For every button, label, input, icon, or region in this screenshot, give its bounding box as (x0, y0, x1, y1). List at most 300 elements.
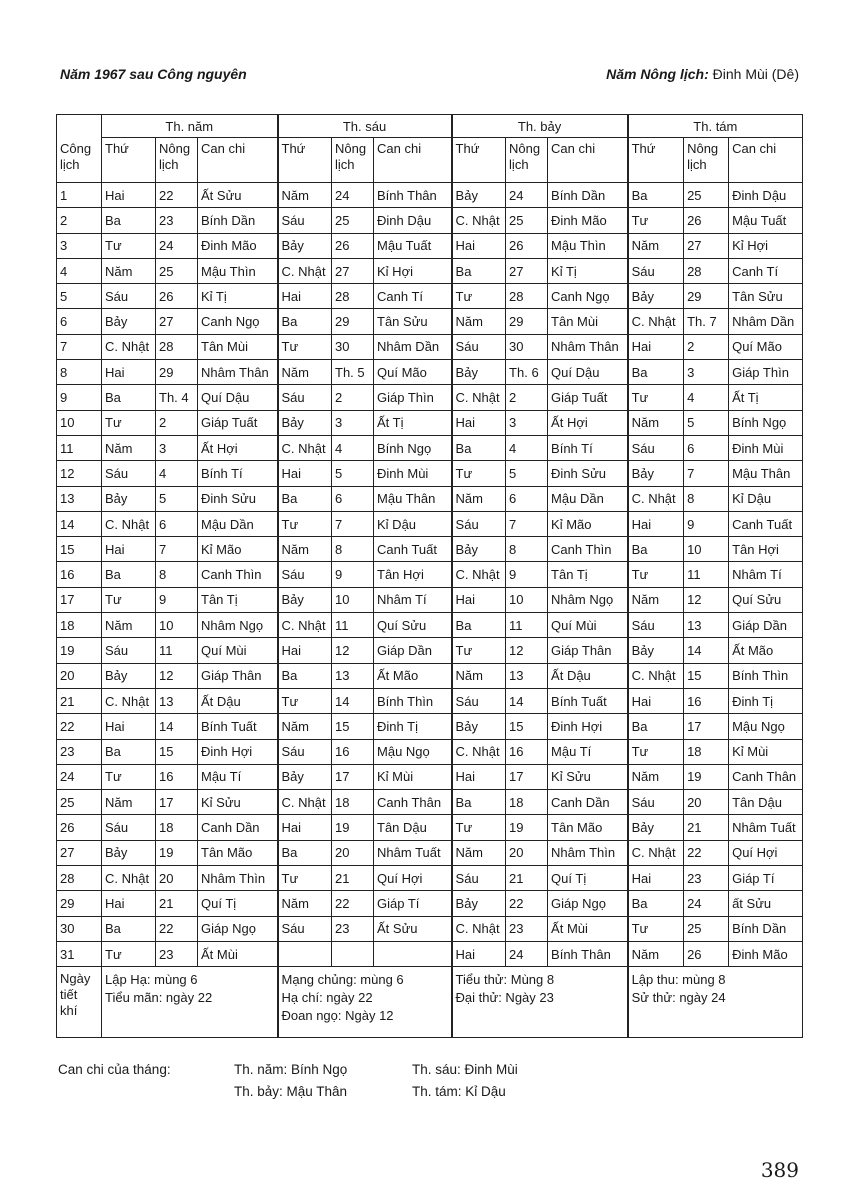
lunar-day-cell: 22 (156, 916, 198, 941)
canchi-cell: Canh Thìn (198, 562, 278, 587)
lunar-day-cell: 21 (156, 891, 198, 916)
weekday-cell: Hai (102, 714, 156, 739)
solar-terms-cell (278, 967, 452, 1038)
lunar-day-cell: 4 (332, 435, 374, 460)
weekday-cell: Hai (102, 183, 156, 208)
weekday-cell: Bảy (102, 486, 156, 511)
canchi-cell: Bính Dần (198, 208, 278, 233)
solar-day-cell: 11 (57, 435, 102, 460)
canchi-cell: Tân Tị (198, 587, 278, 612)
weekday-cell: Ba (628, 360, 684, 385)
canchi-cell: Quí Sửu (729, 587, 803, 612)
canchi-cell: Kỉ Mùi (374, 764, 452, 789)
lunar-day-cell: 21 (684, 815, 729, 840)
lunar-day-cell: 3 (156, 435, 198, 460)
canchi-cell: Tân Mùi (548, 309, 628, 334)
month-canchi-7: Th. bảy: Mậu Thân (234, 1084, 348, 1099)
weekday-cell: Sáu (452, 334, 506, 359)
weekday-cell: Bảy (102, 840, 156, 865)
lunar-day-cell: 26 (684, 208, 729, 233)
weekday-cell: Tư (102, 587, 156, 612)
weekday-cell: C. Nhật (452, 208, 506, 233)
lunar-day-cell: 10 (332, 587, 374, 612)
lunar-day-cell: 8 (332, 537, 374, 562)
weekday-cell: Hai (452, 764, 506, 789)
table-row (57, 435, 803, 460)
weekday-cell: Bảy (452, 714, 506, 739)
weekday-cell: C. Nhật (278, 790, 332, 815)
weekday-cell: Sáu (628, 613, 684, 638)
canchi-cell: Đinh Hợi (198, 739, 278, 764)
lunar-day-cell: 29 (156, 360, 198, 385)
canchi-header: Can chi (548, 138, 628, 183)
canchi-cell: Canh Tí (374, 284, 452, 309)
canchi-cell: Bính Thìn (729, 663, 803, 688)
canchi-cell: Quí Tị (548, 866, 628, 891)
canchi-cell: Bính Dần (729, 916, 803, 941)
canchi-cell: Tân Mão (198, 840, 278, 865)
weekday-header: Thứ (628, 138, 684, 183)
solar-day-cell: 27 (57, 840, 102, 865)
lunar-day-header: Nông lịch (684, 138, 729, 183)
weekday-cell: Hai (278, 461, 332, 486)
lunar-day-cell: 20 (332, 840, 374, 865)
weekday-cell: Bảy (628, 638, 684, 663)
lunar-day-cell: 19 (332, 815, 374, 840)
lunar-day-cell: Th. 5 (332, 360, 374, 385)
solar-day-cell: 15 (57, 537, 102, 562)
lunar-day-cell: 28 (156, 334, 198, 359)
weekday-cell: Sáu (628, 790, 684, 815)
canchi-cell: Nhâm Thìn (198, 866, 278, 891)
canchi-cell: Đinh Mão (548, 208, 628, 233)
solar-day-cell: 28 (57, 866, 102, 891)
canchi-cell: Nhâm Ngọ (548, 587, 628, 612)
weekday-cell: Ba (278, 309, 332, 334)
lunar-day-cell: 26 (506, 233, 548, 258)
lunar-day-cell: 9 (506, 562, 548, 587)
canchi-cell: Canh Tí (729, 258, 803, 283)
lunar-day-cell: Th. 7 (684, 309, 729, 334)
lunar-day-cell: 25 (506, 208, 548, 233)
weekday-cell: Ba (452, 613, 506, 638)
weekday-cell: Bảy (452, 537, 506, 562)
canchi-cell: Đinh Mùi (374, 461, 452, 486)
weekday-cell: C. Nhật (628, 663, 684, 688)
weekday-cell: Năm (628, 764, 684, 789)
table-row (57, 587, 803, 612)
lunar-day-cell: 21 (332, 866, 374, 891)
weekday-cell: Hai (452, 410, 506, 435)
weekday-cell: Tư (278, 334, 332, 359)
weekday-cell: Sáu (102, 815, 156, 840)
lunar-day-cell: 22 (156, 183, 198, 208)
canchi-cell: Quí Sửu (374, 613, 452, 638)
canchi-cell: Ất Sửu (374, 916, 452, 941)
lunar-day-cell: 24 (156, 233, 198, 258)
lunar-day-header: Nông lịch (332, 138, 374, 183)
weekday-cell: Hai (628, 866, 684, 891)
month-header-6: Th. sáu (278, 115, 452, 138)
weekday-cell: Hai (278, 638, 332, 663)
weekday-cell: Năm (628, 233, 684, 258)
lunar-day-cell: 24 (684, 891, 729, 916)
lunar-day-cell: 8 (506, 537, 548, 562)
weekday-cell: Sáu (278, 562, 332, 587)
lunar-day-cell: 12 (332, 638, 374, 663)
weekday-cell: Bảy (452, 891, 506, 916)
solar-term-entry: Mạng chủng: mùng 6 (281, 972, 404, 988)
weekday-cell: C. Nhật (628, 486, 684, 511)
solar-day-cell: 19 (57, 638, 102, 663)
lunar-day-cell: 8 (684, 486, 729, 511)
lunar-day-cell: 11 (684, 562, 729, 587)
lunar-day-cell: 3 (332, 410, 374, 435)
solar-day-cell: 9 (57, 385, 102, 410)
canchi-cell: Kỉ Dậu (729, 486, 803, 511)
lunar-day-cell: 24 (506, 941, 548, 966)
lunar-day-cell: 24 (332, 183, 374, 208)
canchi-cell: Kỉ Hợi (374, 258, 452, 283)
lunar-day-cell: 29 (684, 284, 729, 309)
weekday-cell: Sáu (278, 916, 332, 941)
lunar-day-cell: 5 (684, 410, 729, 435)
weekday-cell: Năm (628, 587, 684, 612)
weekday-cell: Năm (452, 663, 506, 688)
solar-day-cell: 17 (57, 587, 102, 612)
canchi-cell: Bính Thân (548, 941, 628, 966)
table-row (57, 385, 803, 410)
weekday-cell: C. Nhật (102, 688, 156, 713)
weekday-cell: Bảy (628, 815, 684, 840)
lunar-day-cell: 7 (156, 537, 198, 562)
lunar-day-cell: 11 (156, 638, 198, 663)
lunar-day-cell: 22 (684, 840, 729, 865)
lunar-day-cell: 26 (684, 941, 729, 966)
canchi-cell: Tân Hợi (729, 537, 803, 562)
calendar-table (56, 114, 803, 1038)
weekday-cell: Hai (102, 891, 156, 916)
canchi-cell: Đinh Sửu (198, 486, 278, 511)
lunar-day-cell: 15 (332, 714, 374, 739)
lunar-day-cell: 20 (684, 790, 729, 815)
canchi-cell: Kỉ Sửu (548, 764, 628, 789)
canchi-cell: Kỉ Tị (548, 258, 628, 283)
weekday-header: Thứ (102, 138, 156, 183)
weekday-cell: Tư (628, 385, 684, 410)
canchi-cell: Canh Tuất (374, 537, 452, 562)
weekday-cell: Sáu (628, 435, 684, 460)
lunar-day-cell: 30 (332, 334, 374, 359)
lunar-day-cell: 4 (684, 385, 729, 410)
canchi-cell: Quí Hợi (374, 866, 452, 891)
weekday-cell: Hai (452, 587, 506, 612)
weekday-cell: Tư (102, 410, 156, 435)
canchi-cell: Giáp Ngọ (198, 916, 278, 941)
canchi-cell: Quí Mão (729, 334, 803, 359)
weekday-cell: Ba (278, 663, 332, 688)
canchi-cell: Giáp Tuất (548, 385, 628, 410)
canchi-cell: Nhâm Tuất (729, 815, 803, 840)
canchi-cell: Bính Thân (374, 183, 452, 208)
weekday-cell: C. Nhật (278, 258, 332, 283)
canchi-cell: Đinh Dậu (729, 183, 803, 208)
lunar-day-cell: 4 (156, 461, 198, 486)
table-row (57, 461, 803, 486)
lunar-day-cell: 5 (506, 461, 548, 486)
canchi-cell: Đinh Dậu (374, 208, 452, 233)
canchi-cell: Giáp Tí (729, 866, 803, 891)
canchi-cell: Tân Mùi (198, 334, 278, 359)
month-canchi-8: Th. tám: Kỉ Dậu (412, 1084, 506, 1099)
solar-term-entry: Lập thu: mùng 8 (631, 972, 726, 988)
canchi-cell: Mậu Ngọ (374, 739, 452, 764)
weekday-cell: Hai (628, 334, 684, 359)
lunar-year-label: Năm Nông lịch: (606, 66, 709, 82)
weekday-cell: Năm (278, 360, 332, 385)
lunar-day-cell: 16 (332, 739, 374, 764)
table-row (57, 688, 803, 713)
solar-day-cell: 23 (57, 739, 102, 764)
lunar-day-cell: 24 (506, 183, 548, 208)
weekday-cell: Sáu (102, 461, 156, 486)
lunar-day-cell: 22 (506, 891, 548, 916)
lunar-day-cell: 17 (684, 714, 729, 739)
weekday-cell: Năm (452, 840, 506, 865)
table-row (57, 739, 803, 764)
lunar-day-cell: 27 (684, 233, 729, 258)
lunar-day-cell: 8 (156, 562, 198, 587)
lunar-day-cell: 19 (684, 764, 729, 789)
lunar-day-cell: 16 (684, 688, 729, 713)
lunar-day-cell: 11 (332, 613, 374, 638)
solar-day-cell: 4 (57, 258, 102, 283)
canchi-cell: Tân Tị (548, 562, 628, 587)
lunar-day-cell: 13 (156, 688, 198, 713)
lunar-day-cell: 25 (332, 208, 374, 233)
lunar-day-cell: 14 (506, 688, 548, 713)
solar-terms-cell (628, 967, 803, 1038)
canchi-cell: Bính Ngọ (729, 410, 803, 435)
weekday-cell: Năm (102, 790, 156, 815)
lunar-day-cell: 2 (332, 385, 374, 410)
canchi-cell: Bính Thìn (374, 688, 452, 713)
canchi-cell: Canh Thìn (548, 537, 628, 562)
canchi-cell: Ất Mùi (198, 941, 278, 966)
lunar-day-cell: 9 (332, 562, 374, 587)
weekday-cell: Năm (452, 486, 506, 511)
canchi-cell: Ất Dậu (198, 688, 278, 713)
table-row (57, 714, 803, 739)
canchi-cell: Quí Tị (198, 891, 278, 916)
lunar-day-cell: 4 (506, 435, 548, 460)
canchi-cell: Bính Ngọ (374, 435, 452, 460)
canchi-cell: Tân Mão (548, 815, 628, 840)
canchi-cell: Nhâm Dần (374, 334, 452, 359)
canchi-cell: Ất Mùi (548, 916, 628, 941)
weekday-cell: Năm (278, 537, 332, 562)
canchi-cell: Tân Dậu (374, 815, 452, 840)
canchi-cell: Đinh Mão (198, 233, 278, 258)
weekday-cell: Ba (452, 258, 506, 283)
canchi-cell: Giáp Thìn (729, 360, 803, 385)
weekday-cell (278, 941, 332, 966)
weekday-cell: Bảy (628, 461, 684, 486)
lunar-day-cell: 15 (156, 739, 198, 764)
canchi-cell: Mậu Tuất (729, 208, 803, 233)
canchi-cell: Mậu Thân (374, 486, 452, 511)
weekday-cell: Ba (102, 916, 156, 941)
weekday-cell: Tư (452, 461, 506, 486)
canchi-cell: Giáp Thân (198, 663, 278, 688)
weekday-cell: Tư (102, 233, 156, 258)
canchi-cell: Nhâm Tí (374, 587, 452, 612)
weekday-cell: Sáu (452, 688, 506, 713)
canchi-cell: Canh Tuất (729, 511, 803, 536)
month-canchi-5: Th. năm: Bính Ngọ (234, 1062, 348, 1077)
solar-day-cell: 21 (57, 688, 102, 713)
canchi-cell: Nhâm Ngọ (198, 613, 278, 638)
lunar-day-cell: Th. 6 (506, 360, 548, 385)
lunar-day-cell: 25 (156, 258, 198, 283)
solar-day-cell: 20 (57, 663, 102, 688)
table-row (57, 309, 803, 334)
canchi-cell: Mậu Dần (548, 486, 628, 511)
canchi-cell: ất Sửu (729, 891, 803, 916)
lunar-day-header: Nông lịch (156, 138, 198, 183)
lunar-day-cell: 7 (684, 461, 729, 486)
weekday-cell: Bảy (102, 309, 156, 334)
table-row (57, 486, 803, 511)
weekday-cell: Sáu (278, 385, 332, 410)
canchi-cell: Quí Mùi (548, 613, 628, 638)
weekday-cell: Hai (452, 941, 506, 966)
lunar-day-cell: 20 (506, 840, 548, 865)
canchi-cell: Giáp Tí (374, 891, 452, 916)
canchi-cell: Tân Dậu (729, 790, 803, 815)
lunar-day-cell: 12 (156, 663, 198, 688)
solar-day-cell: 25 (57, 790, 102, 815)
weekday-cell: Ba (102, 739, 156, 764)
lunar-day-cell: 14 (332, 688, 374, 713)
month-canchi-label: Can chi của tháng: (58, 1062, 171, 1077)
lunar-day-cell: 14 (684, 638, 729, 663)
solar-term-entry: Hạ chí: ngày 22 (281, 990, 373, 1006)
lunar-day-cell: 13 (506, 663, 548, 688)
weekday-cell: Ba (628, 714, 684, 739)
canchi-cell: Nhâm Thìn (548, 840, 628, 865)
lunar-day-cell: 15 (506, 714, 548, 739)
solar-day-cell: 16 (57, 562, 102, 587)
canchi-cell: Bính Tí (548, 435, 628, 460)
lunar-day-cell: 9 (156, 587, 198, 612)
table-row (57, 638, 803, 663)
weekday-cell: Ba (628, 537, 684, 562)
canchi-cell: Ất Hợi (548, 410, 628, 435)
solar-day-cell: 31 (57, 941, 102, 966)
weekday-cell: Tư (628, 562, 684, 587)
canchi-cell: Kỉ Hợi (729, 233, 803, 258)
lunar-day-cell: 23 (156, 208, 198, 233)
weekday-cell: Năm (628, 410, 684, 435)
solar-terms-cell (102, 967, 278, 1038)
solar-day-header: Công lịch (57, 138, 102, 183)
lunar-day-cell: 6 (684, 435, 729, 460)
lunar-day-cell: 3 (684, 360, 729, 385)
weekday-cell: Hai (452, 233, 506, 258)
canchi-cell: Ất Hợi (198, 435, 278, 460)
canchi-cell: Canh Ngọ (198, 309, 278, 334)
table-row (57, 941, 803, 966)
solar-day-cell: 29 (57, 891, 102, 916)
header-gregorian-year: Năm 1967 sau Công nguyên (60, 66, 247, 82)
solar-day-cell: 30 (57, 916, 102, 941)
table-row (57, 891, 803, 916)
weekday-cell: C. Nhật (452, 385, 506, 410)
month-header-8: Th. tám (628, 115, 803, 138)
weekday-cell: C. Nhật (452, 562, 506, 587)
lunar-day-cell: 6 (156, 511, 198, 536)
weekday-cell: Năm (278, 183, 332, 208)
table-row (57, 233, 803, 258)
solar-term-entry: Lập Hạ: mùng 6 (105, 972, 198, 988)
table-row (57, 663, 803, 688)
lunar-day-cell: 13 (684, 613, 729, 638)
solar-day-cell: 18 (57, 613, 102, 638)
lunar-day-cell: 30 (506, 334, 548, 359)
weekday-cell: Sáu (452, 511, 506, 536)
solar-term-entry: Đại thử: Ngày 23 (455, 990, 554, 1006)
lunar-day-cell: 27 (506, 258, 548, 283)
weekday-cell: Tư (628, 916, 684, 941)
weekday-cell: Tư (278, 688, 332, 713)
canchi-cell: Giáp Dần (374, 638, 452, 663)
canchi-header: Can chi (729, 138, 803, 183)
canchi-cell: Giáp Ngọ (548, 891, 628, 916)
solar-day-cell: 5 (57, 284, 102, 309)
table-row (57, 916, 803, 941)
canchi-cell: Ất Tị (729, 385, 803, 410)
solar-term-entry: Tiểu mãn: ngày 22 (105, 990, 213, 1006)
lunar-day-cell: 22 (332, 891, 374, 916)
canchi-cell: Nhâm Tí (729, 562, 803, 587)
lunar-day-cell: 2 (156, 410, 198, 435)
solar-day-cell: 2 (57, 208, 102, 233)
lunar-day-cell: 18 (156, 815, 198, 840)
lunar-day-cell: 17 (156, 790, 198, 815)
solar-term-entry: Tiểu thử: Mùng 8 (455, 972, 555, 988)
weekday-cell: Tư (452, 284, 506, 309)
canchi-cell: Kỉ Mão (548, 511, 628, 536)
weekday-cell: Bảy (278, 587, 332, 612)
lunar-day-cell: 25 (684, 183, 729, 208)
weekday-cell: Ba (452, 435, 506, 460)
lunar-day-cell: 26 (332, 233, 374, 258)
canchi-cell: Bính Tí (198, 461, 278, 486)
canchi-cell: Mậu Ngọ (729, 714, 803, 739)
canchi-cell: Quí Dậu (548, 360, 628, 385)
weekday-cell: Tư (102, 764, 156, 789)
table-row (57, 815, 803, 840)
weekday-cell: C. Nhật (628, 840, 684, 865)
weekday-cell: Sáu (278, 208, 332, 233)
table-row (57, 334, 803, 359)
weekday-cell: C. Nhật (278, 613, 332, 638)
weekday-cell: Năm (102, 258, 156, 283)
canchi-cell: Ất Sửu (198, 183, 278, 208)
canchi-cell: Bính Dần (548, 183, 628, 208)
corner-cell (57, 115, 102, 138)
